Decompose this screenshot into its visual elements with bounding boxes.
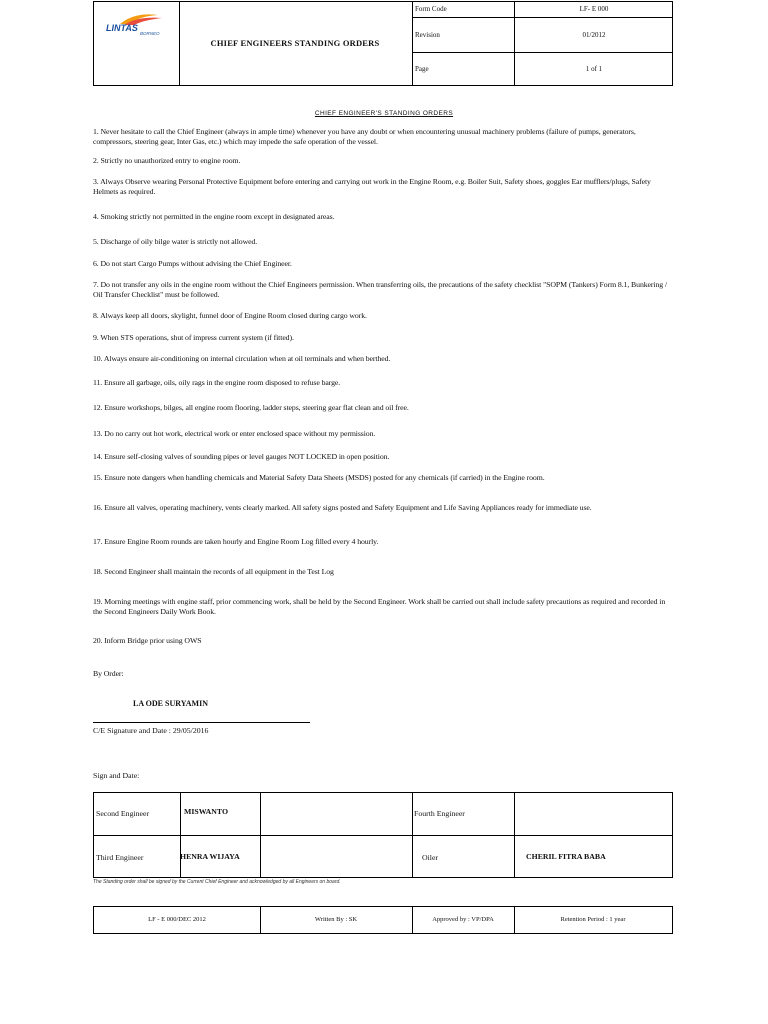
order-item: 15. Ensure note dangers when handling chemicals and Material Safety Data Sheets (MSDS) posted for any chemicals (if carried) in the Engine room. <box>93 473 545 482</box>
svg-text:LINTAS: LINTAS <box>106 23 138 33</box>
order-item: 9. When STS operations, shut of impress current system (if fitted). <box>93 333 294 342</box>
footnote: The Standing order shall be signed by the Current Chief Engineer and acknowledged by all Engineers on board. <box>93 879 341 885</box>
order-item: 5. Discharge of oily bilge water is strictly not allowed. <box>93 237 258 246</box>
order-item: 11. Ensure all garbage, oils, oily rags in the engine room disposed to refuse barge. <box>93 378 341 387</box>
by-order-label: By Order: <box>93 669 124 678</box>
fourth-engineer-label: Fourth Engineer <box>414 809 465 818</box>
footer-written-by: Written By : SK <box>314 916 358 923</box>
second-engineer-label: Second Engineer <box>96 809 150 818</box>
company-logo <box>100 10 172 36</box>
oiler-label: Oiler <box>422 853 439 862</box>
footer-form-code: LF - E 000/DEC 2012 <box>148 916 206 923</box>
order-item: 10. Always ensure air-conditioning on internal circulation when at oil terminals and when berthed. <box>93 354 391 363</box>
order-item: 18. Second Engineer shall maintain the records of all equipment in the Test Log <box>93 567 334 576</box>
form-code-label: Form Code <box>415 5 447 13</box>
order-item: 2. Strictly no unauthorized entry to engine room. <box>93 156 241 165</box>
order-item: 4. Smoking strictly not permitted in the engine room except in designated areas. <box>93 212 335 221</box>
order-item: 19. Morning meetings with engine staff, prior commencing work, shall be held by the Second Engineer. Work shall be carried out shall include safety precautions as required and recorded in the Second Engineers Daily Work Book. <box>93 597 666 616</box>
second-engineer-name: MISWANTO <box>184 807 229 816</box>
signature-line <box>93 722 310 723</box>
third-engineer-name: HENRA WIJAYA <box>180 852 240 861</box>
engineers-table <box>93 792 673 878</box>
document-title: CHIEF ENGINEER'S STANDING ORDERS <box>314 110 454 117</box>
order-item: 16. Ensure all valves, operating machinery, vents clearly marked. All safety signs posted and Safety Equipment and Life Saving Appliances ready for immediate use. <box>93 503 592 512</box>
order-item: 7. Do not transfer any oils in the engine room without the Chief Engineers permission. When transferring oils, the precautions of the safety checklist "SOPM (Tankers) Form 8.1, Bunkering / Oil Transfer Checklist" must be followed. <box>93 280 667 299</box>
footer-retention: Retention Period : 1 year <box>560 916 626 923</box>
chief-engineer-name: LA ODE SURYAMIN <box>133 699 208 708</box>
revision-value: 01/2012 <box>582 31 606 39</box>
order-item: 20. Inform Bridge prior using OWS <box>93 636 202 645</box>
form-code-value: LF- E 000 <box>579 5 609 13</box>
sign-and-date-label: Sign and Date: <box>93 771 140 780</box>
order-item: 14. Ensure self-closing valves of sounding pipes or level gauges NOT LOCKED in open position. <box>93 452 390 461</box>
order-item: 8. Always keep all doors, skylight, funnel door of Engine Room closed during cargo work. <box>93 311 367 320</box>
order-item: 12. Ensure workshops, bilges, all engine room flooring, ladder steps, steering gear flat clean and oil free. <box>93 403 409 412</box>
order-item: 13. Do no carry out hot work, electrical work or enter enclosed space without my permission. <box>93 429 376 438</box>
form-title: CHIEF ENGINEERS STANDING ORDERS <box>210 38 380 48</box>
footer-table <box>93 906 673 934</box>
order-item: 17. Ensure Engine Room rounds are taken hourly and Engine Room Log filled every 4 hourly. <box>93 537 379 546</box>
revision-label: Revision <box>415 31 440 39</box>
svg-text:BORNEO: BORNEO <box>140 31 160 36</box>
oiler-name: CHERIL FITRA BABA <box>526 852 606 861</box>
third-engineer-label: Third Engineer <box>96 853 144 862</box>
order-item: 3. Always Observe wearing Personal Protective Equipment before entering and carrying out work in the Engine Room, e.g. Boiler Suit, Safety shoes, goggles Ear mufflers/plugs, Safety Helmets as required. <box>93 177 651 196</box>
page-value: 1 of 1 <box>585 65 603 73</box>
footer-approved-by: Approved by : VP/DPA <box>432 916 494 923</box>
order-item: 1. Never hesitate to call the Chief Engineer (always in ample time) whenever you have any doubt or when encountering unusual machinery problems (failure of pumps, generators, compressors, steering gear, Inter Gas, etc.) which may impede the safe operation of the vessel. <box>93 127 636 146</box>
ce-signature-date: C/E Signature and Date : 29/05/2016 <box>93 726 209 735</box>
page-label: Page <box>415 65 429 73</box>
order-item: 6. Do not start Cargo Pumps without advising the Chief Engineer. <box>93 259 292 268</box>
header-table <box>93 1 673 86</box>
